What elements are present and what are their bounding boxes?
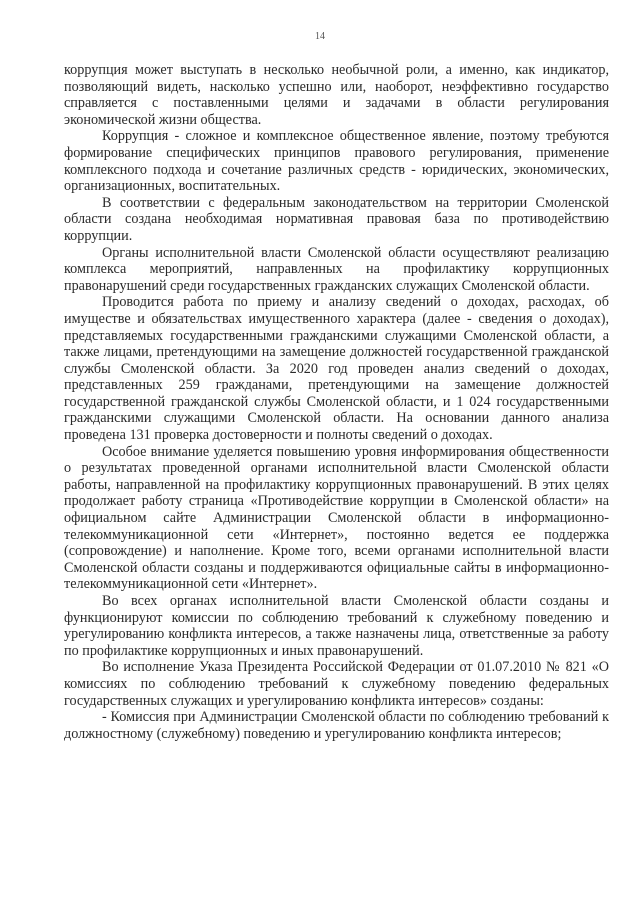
paragraph-executive-bodies: Органы исполнительной власти Смоленской области осуществляют реализацию комплекса мероприятий, направленных на профилактику коррупционных правонарушений среди государственных гражданских служащих Смоленской области.	[64, 244, 609, 294]
paragraph-continuation: коррупция может выступать в несколько необычной роли, а именно, как индикатор, позволяющий видеть, насколько успешно или, наоборот, неэффективно государство справляется с поставленными целями и задачами в области регулирования экономической жизни общества.	[64, 62, 609, 128]
paragraph-income-declarations: Проводится работа по приему и анализу сведений о доходах, расходах, об имуществе и обязательствах имущественного характера (далее - сведения о доходах), представляемых государственными гражданскими служащими Смоленской области, а также лицами, претендующими на замещение должностей государственной гражданской службы Смоленской области. За 2020 год проведен анализ сведений о доходах, представленных 259 гражданами, претендующими на замещение должностей государственной гражданской службы Смоленской области, и 1 024 государственными гражданскими служащими Смоленской области. На основании данного анализа проведена 131 проверка достоверности и полноты сведений о доходах.	[64, 294, 609, 444]
paragraph-corruption-definition: Коррупция - сложное и комплексное общественное явление, поэтому требуются формирование специфических принципов правового регулирования, применение комплексного подхода и сочетание различных средств - юридических, экономических, организационных, воспитательных.	[64, 128, 609, 195]
paragraph-presidential-decree: Во исполнение Указа Президента Российской Федерации от 01.07.2010 № 821 «О комиссиях по соблюдению требований к служебному поведению федеральных государственных служащих и урегулированию конфликта интересов» созданы:	[64, 659, 609, 709]
paragraph-commission-list-item: - Комиссия при Администрации Смоленской области по соблюдению требований к должностному (служебному) поведению и урегулированию конфликта интересов;	[64, 709, 609, 742]
page-number: 14	[315, 31, 325, 42]
paragraph-public-information: Особое внимание уделяется повышению уровня информирования общественности о результатах проведенной органами исполнительной власти Смоленской области работы, направленной на профилактику коррупционных правонарушений. В этих целях продолжает работу страница «Противодействие коррупции в Смоленской области» на официальном сайте Администрации Смоленской области в информационно-телекоммуникационной сети «Интернет», постоянно ведется ее поддержка (сопровождение) и наполнение. Кроме того, всеми органами исполнительной власти Смоленской области созданы и поддерживаются официальные сайты в информационно-телекоммуникационной сети «Интернет».	[64, 443, 609, 593]
paragraph-legal-base: В соответствии с федеральным законодательством на территории Смоленской области создана необходимая нормативная правовая база по противодействию коррупции.	[64, 194, 609, 244]
paragraph-commissions: Во всех органах исполнительной власти Смоленской области созданы и функционируют комиссии по соблюдению требований к служебному поведению и урегулированию конфликта интересов, а также назначены лица, ответственные за работу по профилактике коррупционных и иных правонарушений.	[64, 593, 609, 659]
document-body	[64, 62, 609, 742]
